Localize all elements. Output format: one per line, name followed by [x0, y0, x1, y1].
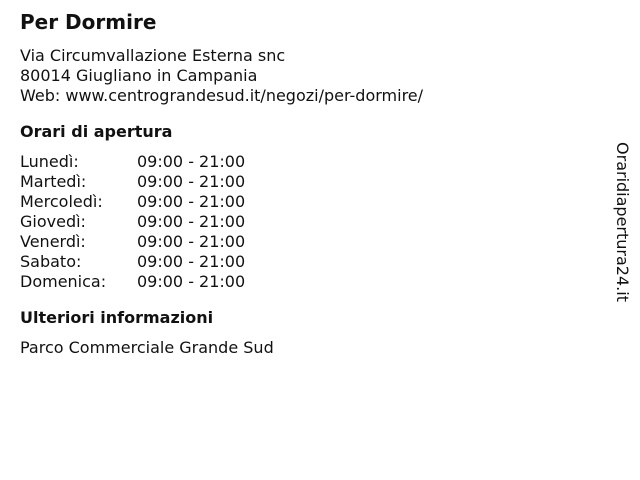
hours-time-value: 09:00 - 21:00: [137, 252, 246, 271]
hours-day-label: Lunedì:: [20, 152, 79, 171]
opening-hours-heading: Orari di apertura: [20, 122, 173, 141]
hours-time-value: 09:00 - 21:00: [137, 152, 246, 171]
hours-time-value: 09:00 - 21:00: [137, 192, 246, 211]
hours-row-wednesday: [20, 192, 590, 212]
hours-time-value: 09:00 - 21:00: [137, 232, 246, 251]
hours-time-value: 09:00 - 21:00: [137, 212, 246, 231]
hours-day-label: Giovedì:: [20, 212, 86, 231]
store-address: [20, 46, 590, 106]
store-title: Per Dormire: [20, 10, 157, 34]
more-info-heading: Ulteriori informazioni: [20, 308, 214, 327]
site-watermark: Oraridiapertura24.it: [613, 142, 632, 302]
address-street: Via Circumvallazione Esterna snc: [20, 46, 286, 65]
store-card: [20, 8, 590, 358]
more-info-text: Parco Commerciale Grande Sud: [20, 338, 274, 357]
hours-time-value: 09:00 - 21:00: [137, 172, 246, 191]
address-city: 80014 Giugliano in Campania: [20, 66, 258, 85]
hours-row-tuesday: [20, 172, 590, 192]
hours-day-label: Venerdì:: [20, 232, 86, 251]
opening-hours-table: [20, 152, 590, 292]
hours-time-value: 09:00 - 21:00: [137, 272, 246, 291]
hours-row-friday: [20, 232, 590, 252]
hours-day-label: Domenica:: [20, 272, 107, 291]
hours-row-monday: [20, 152, 590, 172]
hours-day-label: Martedì:: [20, 172, 87, 191]
website-line[interactable]: Web: www.centrograndesud.it/negozi/per-dormire/: [20, 86, 424, 105]
hours-day-label: Mercoledì:: [20, 192, 103, 211]
hours-row-sunday: [20, 272, 590, 292]
hours-row-saturday: [20, 252, 590, 272]
hours-day-label: Sabato:: [20, 252, 82, 271]
hours-row-thursday: [20, 212, 590, 232]
